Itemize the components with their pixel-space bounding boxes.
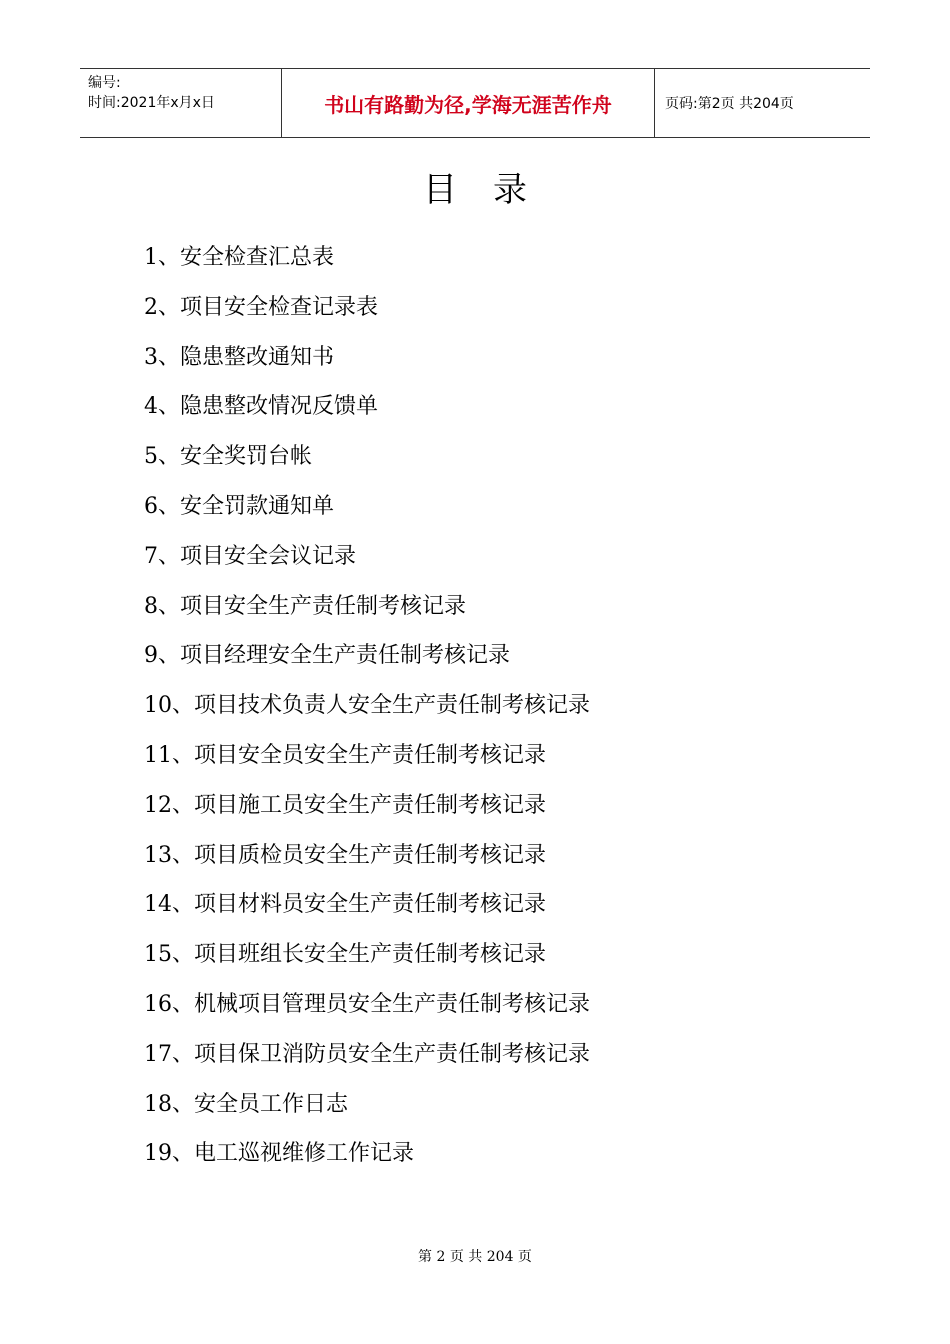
table-of-contents	[144, 236, 590, 1182]
toc-item: 5、安全奖罚台帐	[144, 444, 312, 470]
number-label: 编号:	[88, 75, 121, 91]
toc-item: 2、项目安全检查记录表	[144, 294, 378, 320]
toc-item: 6、安全罚款通知单	[144, 493, 334, 519]
toc-item: 19、电工巡视维修工作记录	[144, 1141, 414, 1167]
toc-item: 16、机械项目管理员安全生产责任制考核记录	[144, 991, 590, 1017]
toc-item: 9、项目经理安全生产责任制考核记录	[144, 643, 510, 669]
toc-item: 11、项目安全员安全生产责任制考核记录	[144, 742, 546, 768]
toc-item: 12、项目施工员安全生产责任制考核记录	[144, 792, 546, 818]
toc-item: 7、项目安全会议记录	[144, 543, 356, 569]
document-title: 目录	[423, 170, 563, 210]
header-page-info: 页码:第2页 共204页	[665, 96, 794, 112]
toc-item: 14、项目材料员安全生产责任制考核记录	[144, 892, 546, 918]
toc-item: 10、项目技术负责人安全生产责任制考核记录	[144, 693, 590, 719]
header-motto: 书山有路勤为径,学海无涯苦作舟	[282, 69, 655, 137]
toc-item: 18、安全员工作日志	[144, 1091, 348, 1117]
page-header	[80, 68, 870, 138]
toc-item: 1、安全检查汇总表	[144, 245, 334, 270]
toc-item: 15、项目班组长安全生产责任制考核记录	[144, 942, 546, 968]
toc-item: 4、隐患整改情况反馈单	[144, 394, 378, 420]
header-meta	[80, 69, 282, 137]
toc-item: 17、项目保卫消防员安全生产责任制考核记录	[144, 1041, 590, 1067]
time-label: 时间:2021年x月x日	[88, 95, 215, 111]
toc-item: 8、项目安全生产责任制考核记录	[144, 593, 466, 619]
page-footer: 第 2 页 共 204 页	[418, 1249, 532, 1265]
toc-item: 3、隐患整改通知书	[144, 344, 334, 370]
toc-item: 13、项目质检员安全生产责任制考核记录	[144, 842, 546, 868]
